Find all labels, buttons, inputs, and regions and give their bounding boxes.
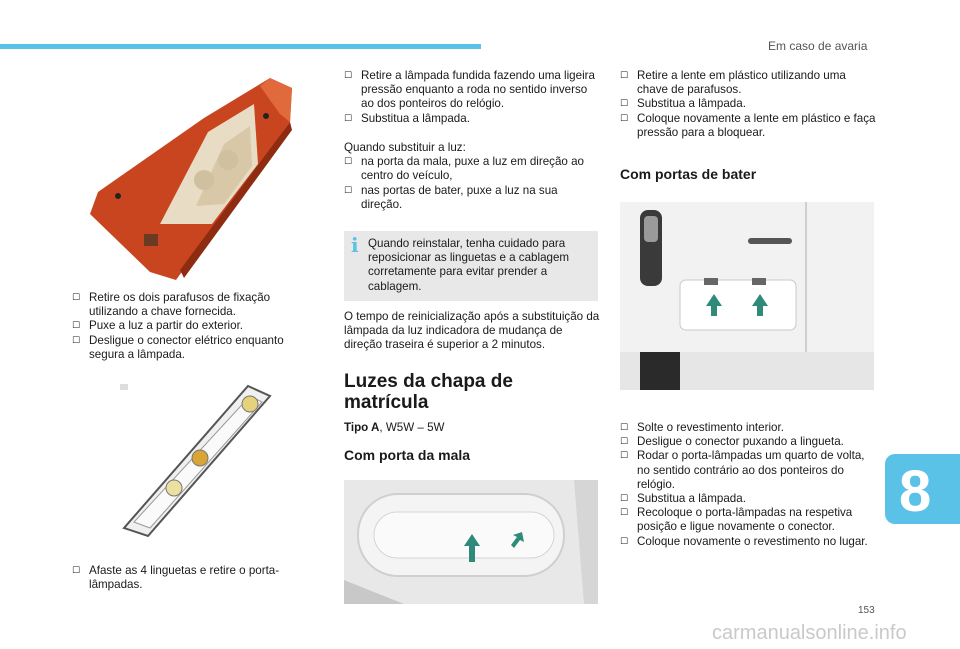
page-number: 153 (858, 605, 875, 616)
heading-side-doors: Com portas de bater (620, 166, 757, 182)
list-item: ☐ Desligue o conector puxando a lingueta. (620, 435, 876, 449)
rear-lamp-illustration (84, 74, 298, 280)
list-item: ☐ nas portas de bater, puxe a luz na sua direção. (344, 184, 600, 212)
list-item: ☐ Substitua a lâmpada. (344, 112, 600, 126)
replace-intro: Quando substituir a luz: (344, 141, 466, 154)
bulb-type (344, 421, 600, 435)
list-item: ☐ Coloque novamente a lente em plástico e faça pressão para a bloquear. (620, 112, 876, 140)
list-item: ☐ Substitua a lâmpada. (620, 492, 876, 506)
boot-door-illustration (344, 480, 598, 604)
list-item: ☐ na porta da mala, puxe a luz em direção ao centro do veículo, (344, 155, 600, 183)
list-item: ☐ Retire a lâmpada fundida fazendo uma ligeira pressão enquanto a roda no sentido inverso ao dos ponteiros do relógio. (344, 69, 600, 112)
side-doors-illustration (620, 202, 874, 390)
col1-steps-b (72, 564, 312, 592)
heading-boot-door: Com porta da mala (344, 447, 471, 463)
list-item: ☐ Puxe a luz a partir do exterior. (72, 319, 312, 333)
chapter-tab (885, 454, 960, 524)
reset-note (344, 310, 600, 353)
col2-steps-a (344, 69, 600, 126)
header-accent-bar (0, 44, 481, 49)
list-item: ☐ Retire a lente em plástico utilizando uma chave de parafusos. (620, 69, 876, 97)
list-item: ☐ Afaste as 4 linguetas e retire o porta-lâmpadas. (72, 564, 312, 592)
col2-replace-section (344, 141, 600, 212)
list-item: ☐ Substitua a lâmpada. (620, 97, 876, 111)
type-value: , W5W – 5W (379, 421, 445, 434)
list-item: ☐ Coloque novamente o revestimento no lugar. (620, 535, 876, 549)
list-item: ☐ Retire os dois parafusos de fixação utilizando a chave fornecida. (72, 291, 312, 319)
list-item: ☐ Desligue o conector elétrico enquanto segura a lâmpada. (72, 334, 312, 362)
list-item: ☐ Solte o revestimento interior. (620, 421, 876, 435)
type-label: Tipo A (344, 421, 380, 434)
list-item: ☐ Recoloque o porta-lâmpadas na respetiva posição e ligue novamente o conector. (620, 506, 876, 534)
heading-plate-lights: Luzes da chapa de matrícula (344, 371, 513, 413)
col3-steps-a (620, 69, 876, 140)
info-note-box (344, 231, 598, 301)
bulb-holder-illustration (118, 382, 274, 540)
watermark: carmanualsonline.info (712, 622, 907, 644)
reset-note-text: O tempo de reinicialização após a substituição da lâmpada da luz indicadora de mudança de direção traseira é superior a 2 minutos. (344, 310, 600, 352)
info-icon: i (351, 233, 359, 257)
chapter-number: 8 (899, 459, 932, 524)
list-item: ☐ Rodar o porta-lâmpadas um quarto de volta, no sentido contrário ao dos ponteiros do relógio. (620, 449, 876, 492)
section-title: Em caso de avaria (768, 39, 868, 53)
info-note-text: Quando reinstalar, tenha cuidado para reposicionar as linguetas e a cablagem corretamente para evitar prender a cablagem. (368, 237, 570, 293)
col3-steps-b (620, 421, 876, 549)
col1-steps-a (72, 291, 312, 362)
